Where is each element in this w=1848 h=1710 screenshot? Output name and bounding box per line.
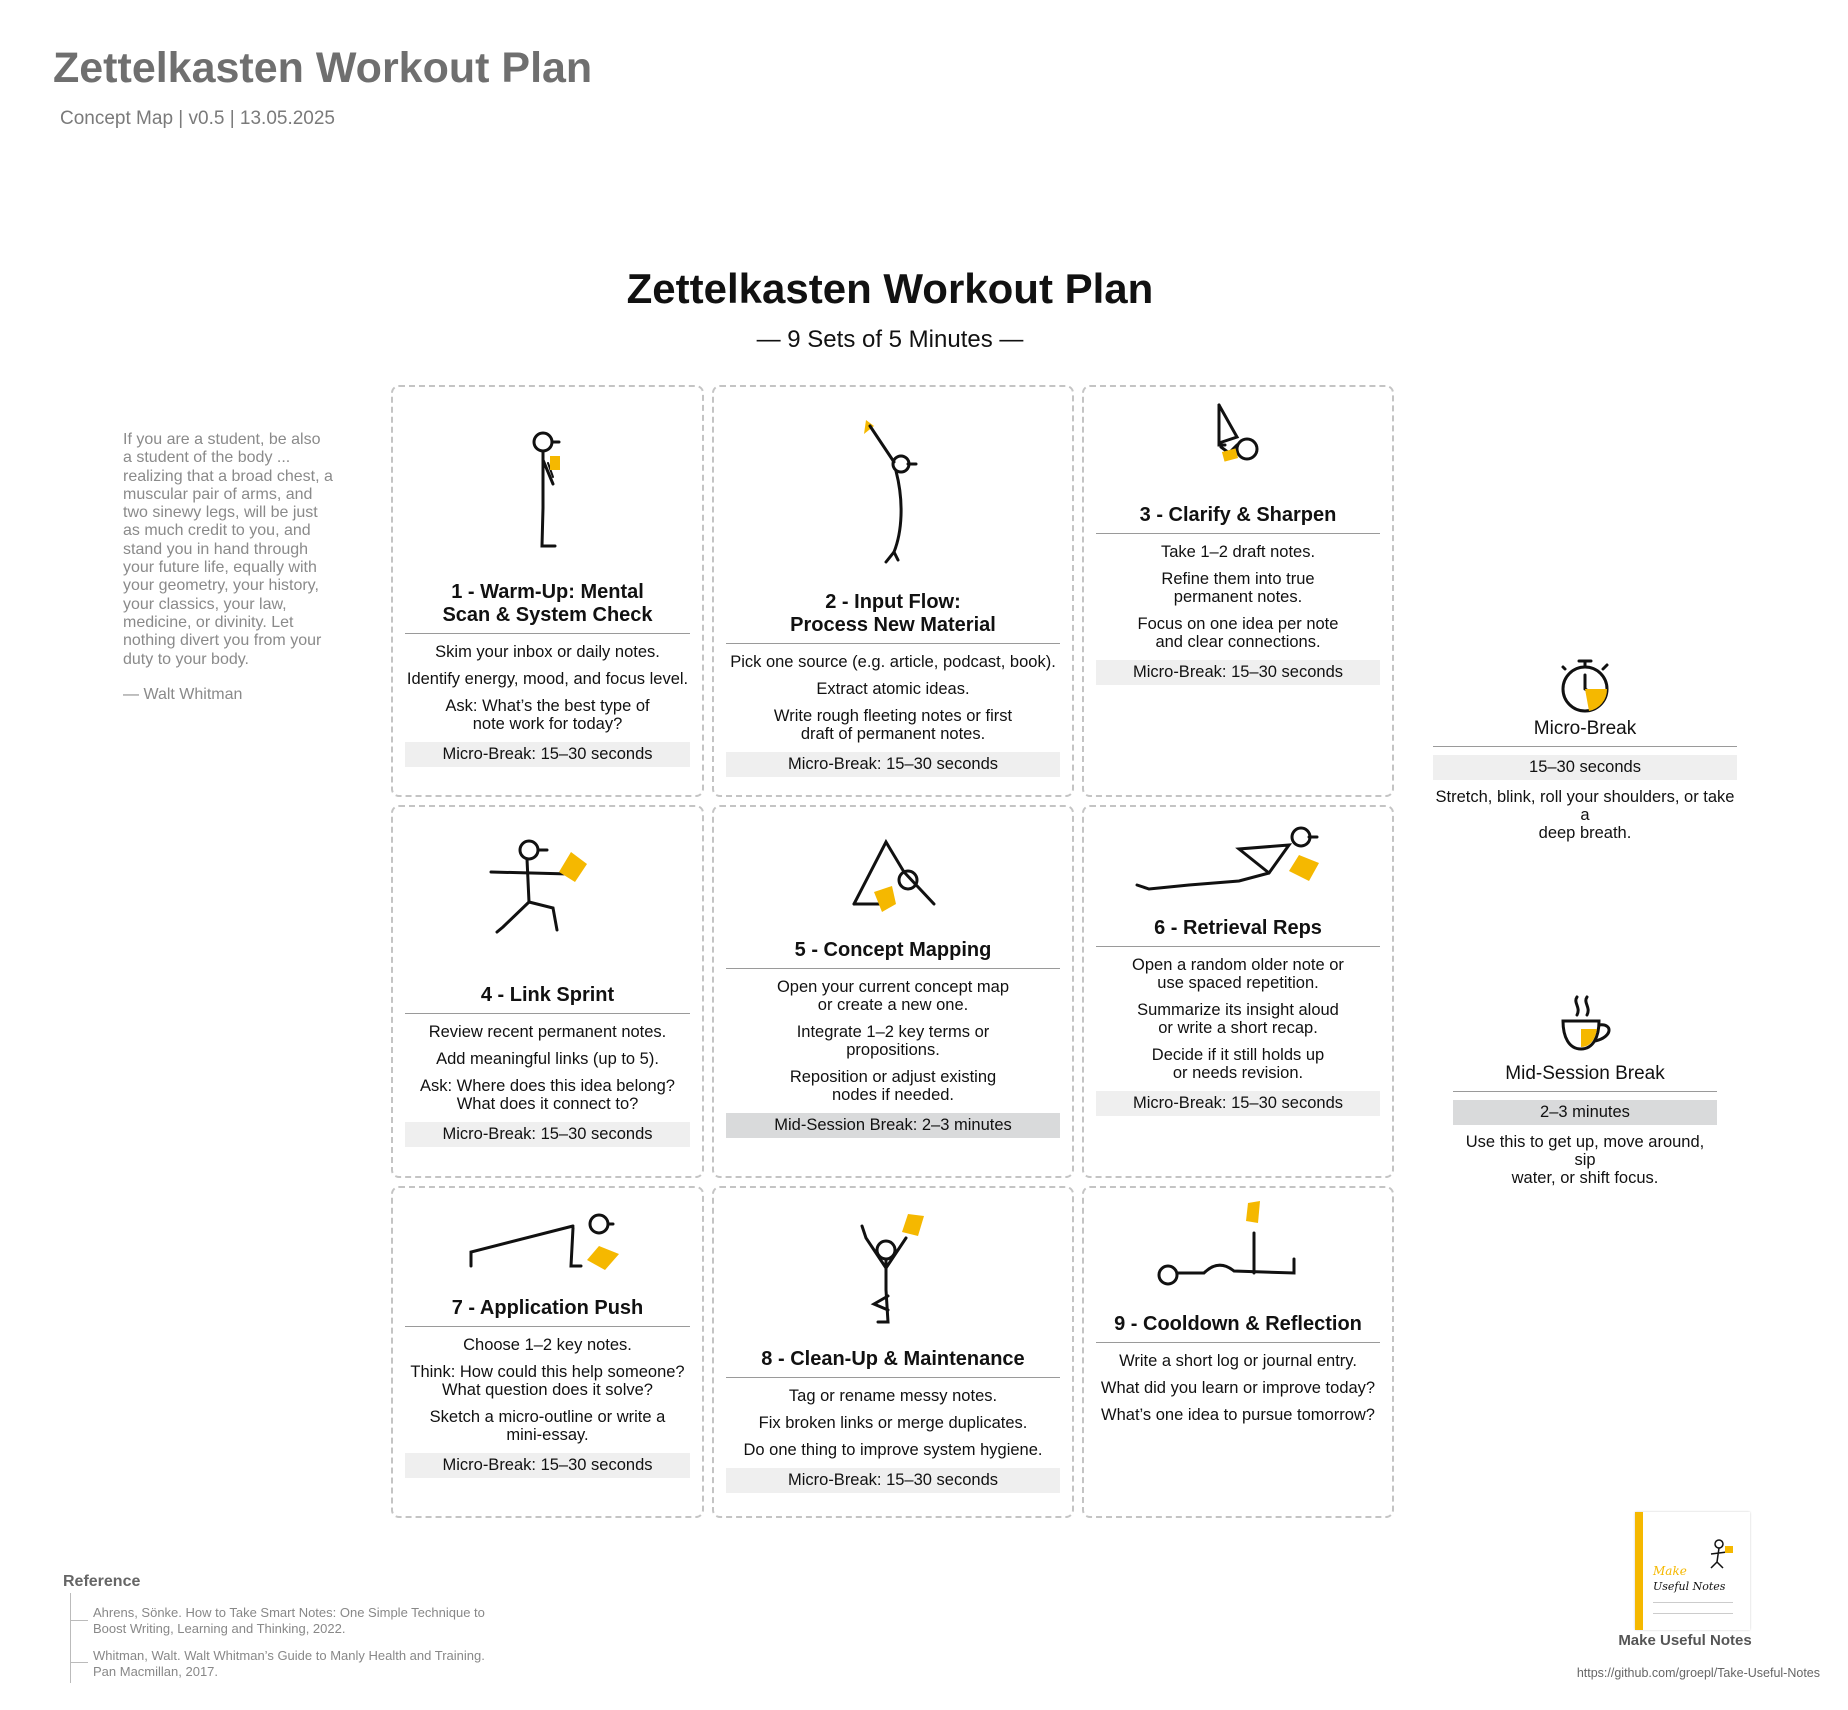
quote-author: — Walt Whitman: [123, 686, 243, 703]
lying-figure-icon: [1129, 815, 1349, 905]
set-step: What did you learn or improve today?: [1100, 1379, 1376, 1397]
book-cover-word1: Make: [1653, 1564, 1687, 1578]
micro-break-badge: Micro-Break: 15–30 seconds: [1096, 660, 1380, 685]
book-label: Make Useful Notes: [1618, 1632, 1752, 1649]
micro-break-badge: Micro-Break: 15–30 seconds: [726, 1468, 1060, 1493]
micro-break-title: Micro-Break: [1433, 718, 1737, 747]
book-cover-word2: Useful Notes: [1653, 1580, 1726, 1593]
set-step: Integrate 1–2 key terms or propositions.: [796, 1023, 990, 1059]
standing-figure-icon: [513, 422, 593, 562]
set-title: 8 - Clean-Up & Maintenance: [726, 1348, 1060, 1378]
set-card-1: [391, 385, 704, 797]
set-step: Pick one source (e.g. article, podcast, book).: [730, 653, 1056, 671]
downward-dog-figure-icon: [844, 822, 954, 922]
whitman-quote: If you are a student, be also a student of the body ... realizing that a broad chest, a muscular pair of arms, and two sinewy legs, will be just as much credit to you, and stand you in hand through your future life, equally with your geometry, your history, your classics, your law, medicine, or divinity. Let nothing divert you from your duty to your body.: [123, 431, 333, 668]
set-card-9: [1082, 1186, 1394, 1518]
reference-tick: [70, 1620, 88, 1621]
set-title: 6 - Retrieval Reps: [1096, 917, 1380, 947]
micro-break-legend: [1433, 718, 1737, 842]
set-step: Skim your inbox or daily notes.: [435, 643, 660, 661]
set-step: Refine them into true permanent notes.: [1161, 570, 1315, 606]
micro-break-badge: Micro-Break: 15–30 seconds: [1096, 1091, 1380, 1116]
micro-break-badge: Micro-Break: 15–30 seconds: [405, 742, 690, 767]
set-title: 4 - Link Sprint: [405, 984, 690, 1014]
pushup-figure-icon: [463, 1198, 633, 1278]
micro-break-badge: Micro-Break: 15–30 seconds: [405, 1453, 690, 1478]
set-step: Open your current concept map or create a new one.: [776, 978, 1010, 1014]
set-step: What’s one idea to pursue tomorrow?: [1101, 1406, 1375, 1424]
set-title: 2 - Input Flow: Process New Material: [726, 591, 1060, 644]
mid-break-text: Use this to get up, move around, sip water, or shift focus.: [1465, 1133, 1705, 1187]
coffee-cup-icon: [1555, 993, 1617, 1055]
plan-subtitle: — 9 Sets of 5 Minutes —: [756, 326, 1024, 353]
set-step: Write rough fleeting notes or first draft of permanent notes.: [773, 707, 1013, 743]
set-title: 5 - Concept Mapping: [726, 939, 1060, 969]
tree-pose-figure-icon: [844, 1208, 954, 1338]
set-card-3: [1082, 385, 1394, 797]
set-step: Focus on one idea per note and clear connections.: [1137, 615, 1339, 651]
set-title: 3 - Clarify & Sharpen: [1096, 504, 1380, 534]
set-title: 7 - Application Push: [405, 1297, 690, 1327]
set-step: Fix broken links or merge duplicates.: [758, 1414, 1028, 1432]
book-cover[interactable]: [1635, 1512, 1750, 1630]
set-step: Identify energy, mood, and focus level.: [406, 670, 689, 688]
set-step: Summarize its insight aloud or write a short recap.: [1137, 1001, 1339, 1037]
set-step: Write a short log or journal entry.: [1119, 1352, 1357, 1370]
micro-break-badge: Micro-Break: 15–30 seconds: [405, 1122, 690, 1147]
set-card-4: [391, 805, 704, 1178]
set-step: Do one thing to improve system hygiene.: [743, 1441, 1043, 1459]
reference-item: Whitman, Walt. Walt Whitman’s Guide to Manly Health and Training. Pan Macmillan, 2017.: [93, 1648, 485, 1679]
reference-title: Reference: [63, 1573, 141, 1590]
crouching-figure-icon: [1199, 395, 1279, 475]
set-step: Ask: What’s the best type of note work for today?: [445, 697, 650, 733]
book-figure-icon: [1701, 1532, 1741, 1572]
set-card-8: [712, 1186, 1074, 1518]
reference-tick: [70, 1662, 88, 1663]
set-step: Ask: Where does this idea belong? What does it connect to?: [420, 1077, 675, 1113]
leg-raise-figure-icon: [1154, 1193, 1334, 1293]
micro-break-duration: 15–30 seconds: [1433, 755, 1737, 780]
reference-item: Ahrens, Sönke. How to Take Smart Notes: One Simple Technique to Boost Writing, Learning and Thinking, 2022.: [93, 1605, 485, 1636]
page-subtitle: Concept Map | v0.5 | 13.05.2025: [60, 108, 335, 129]
set-step: Open a random older note or use spaced repetition.: [1132, 956, 1344, 992]
set-step: Sketch a micro-outline or write a mini-essay.: [429, 1408, 666, 1444]
mid-break-title: Mid-Session Break: [1453, 1063, 1717, 1092]
book-spine: [1635, 1512, 1643, 1630]
set-step: Decide if it still holds up or needs revision.: [1151, 1046, 1325, 1082]
plan-title: Zettelkasten Workout Plan: [626, 265, 1154, 312]
stopwatch-icon: [1555, 655, 1615, 715]
mid-session-break-badge: Mid-Session Break: 2–3 minutes: [726, 1113, 1060, 1138]
set-step: Add meaningful links (up to 5).: [436, 1050, 659, 1068]
reference-tree-line: [70, 1593, 91, 1683]
micro-break-text: Stretch, blink, roll your shoulders, or take a deep breath.: [1435, 788, 1735, 842]
reaching-figure-icon: [854, 412, 934, 582]
set-card-7: [391, 1186, 704, 1518]
set-card-6: [1082, 805, 1394, 1178]
set-step: Choose 1–2 key notes.: [463, 1336, 632, 1354]
book-url-link[interactable]: https://github.com/groepl/Take-Useful-Notes: [1576, 1666, 1820, 1680]
micro-break-badge: Micro-Break: 15–30 seconds: [726, 752, 1060, 777]
set-title: 9 - Cooldown & Reflection: [1096, 1313, 1380, 1343]
set-step: Extract atomic ideas.: [816, 680, 970, 698]
set-step: Take 1–2 draft notes.: [1160, 543, 1316, 561]
set-step: Tag or rename messy notes.: [788, 1387, 998, 1405]
page-title: Zettelkasten Workout Plan: [53, 44, 593, 92]
set-card-2: [712, 385, 1074, 797]
mid-break-legend: [1453, 1063, 1717, 1187]
book-cover-text-lines: [1653, 1602, 1733, 1614]
mid-break-duration: 2–3 minutes: [1453, 1100, 1717, 1125]
set-title: 1 - Warm-Up: Mental Scan & System Check: [405, 581, 690, 634]
set-step: Review recent permanent notes.: [428, 1023, 667, 1041]
set-step: Think: How could this help someone? What question does it solve?: [410, 1363, 685, 1399]
set-card-5: [712, 805, 1074, 1178]
lunge-figure-icon: [483, 832, 613, 962]
set-step: Reposition or adjust existing nodes if needed.: [789, 1068, 997, 1104]
